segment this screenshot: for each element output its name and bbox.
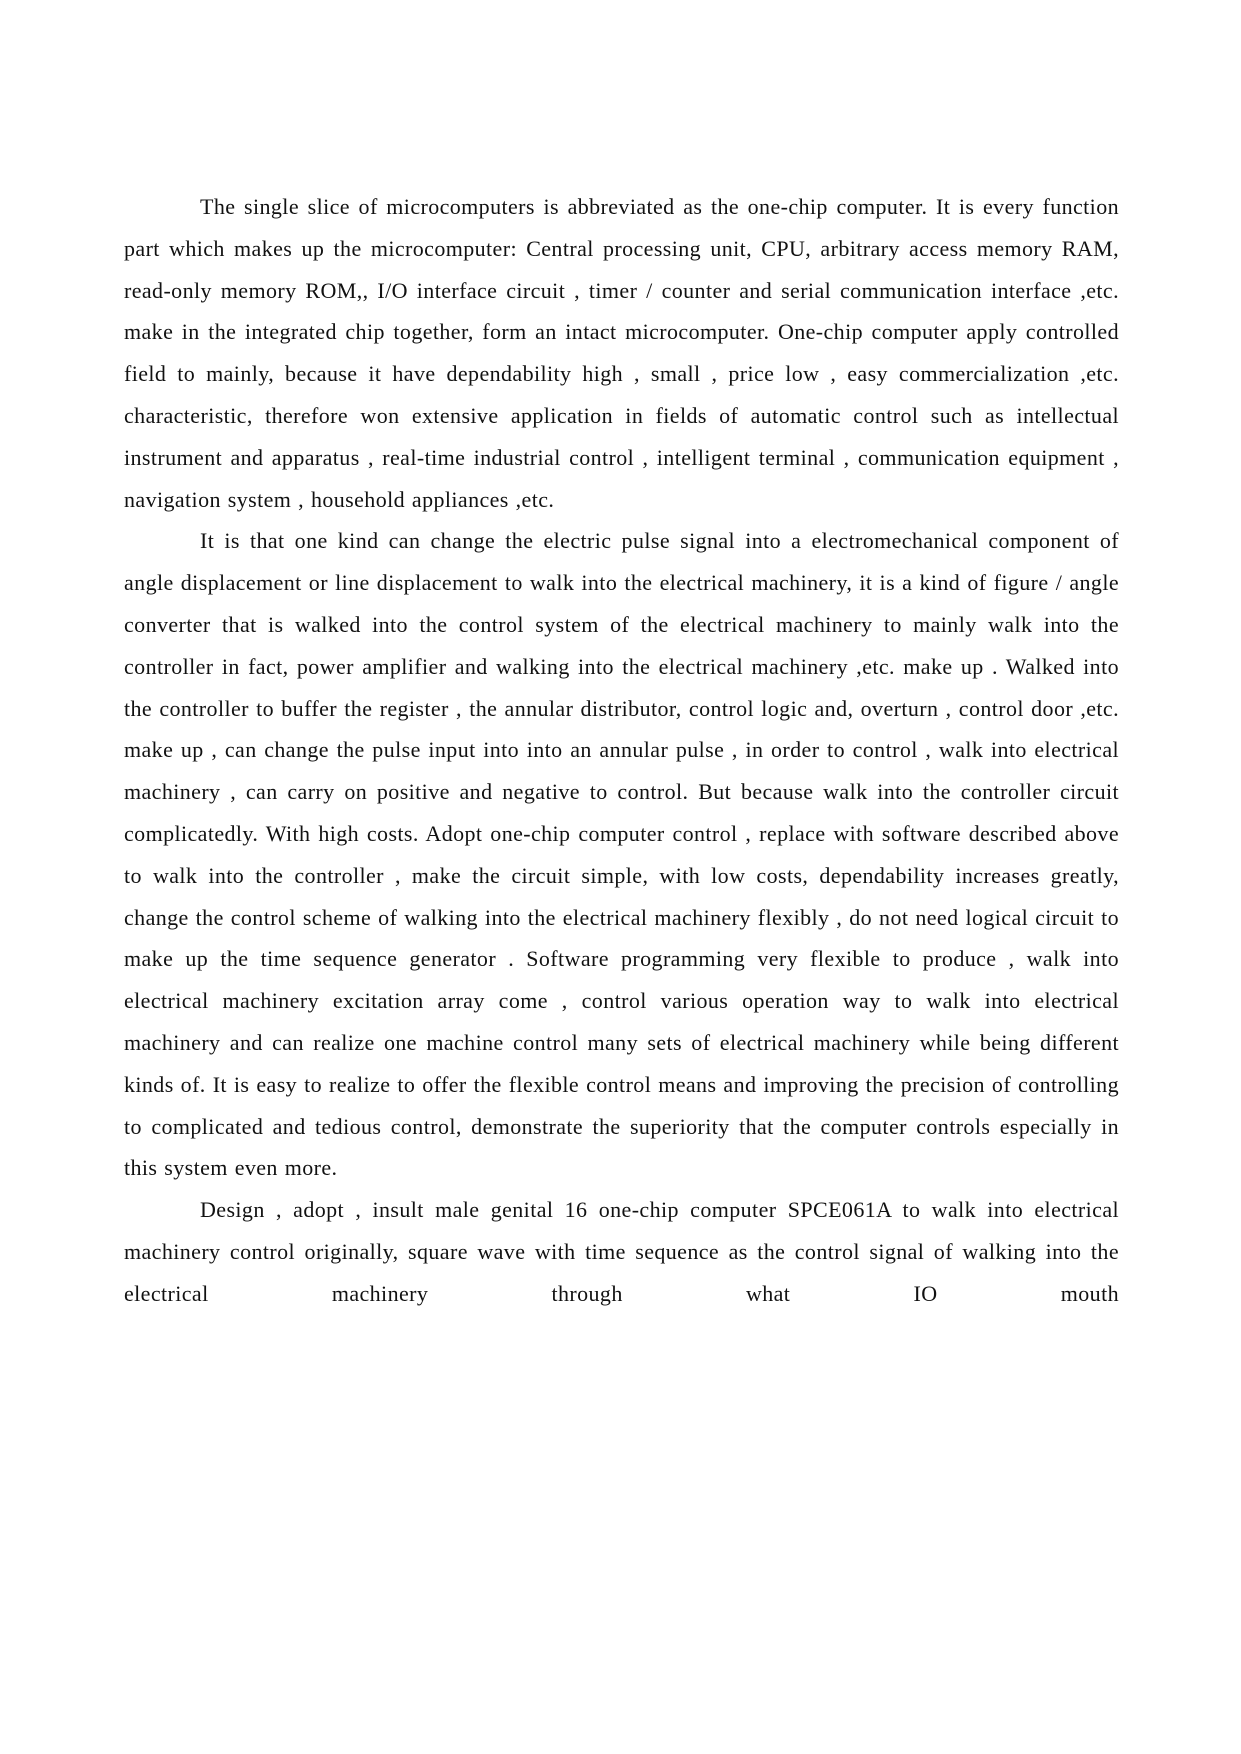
paragraph-one-chip-computer: The single slice of microcomputers is abbreviated as the one-chip computer. It is every function part which makes up the microcomputer: Central processing unit, CPU, arbitrary access memory RAM, read-only memory ROM,, I/O interface circuit , timer / counter and serial communication interface ,etc. make in the integrated chip together, form an intact microcomputer. One-chip computer apply controlled field to mainly, because it have dependability high , small , price low , easy commercialization ,etc. characteristic, therefore won extensive application in fields of automatic control such as intellectual instrument and apparatus , real-time industrial control , intelligent terminal , communication equipment , navigation system , household appliances ,etc. (124, 194, 1119, 512)
paragraph-design: Design , adopt , insult male genital 16 one-chip computer SPCE061A to walk into electrical machinery control originally, square wave with time sequence as the control signal of walking into the electrical machinery through what IO mouth (124, 1197, 1119, 1306)
document-page (124, 186, 1119, 1315)
paragraph-stepper-motor: It is that one kind can change the electric pulse signal into a electromechanical component of angle displacement or line displacement to walk into the electrical machinery, it is a kind of figure / angle converter that is walked into the control system of the electrical machinery to mainly walk into the controller in fact, power amplifier and walking into the electrical machinery ,etc. make up . Walked into the controller to buffer the register , the annular distributor, control logic and, overturn , control door ,etc. make up , can change the pulse input into into an annular pulse , in order to control , walk into electrical machinery , can carry on positive and negative to control. But because walk into the controller circuit complicatedly. With high costs. Adopt one-chip computer control , replace with software described above to walk into the controller , make the circuit simple, with low costs, dependability increases greatly, change the control scheme of walking into the electrical machinery flexibly , do not need logical circuit to make up the time sequence generator . Software programming very flexible to produce , walk into electrical machinery excitation array come , control various operation way to walk into electrical machinery and can realize one machine control many sets of electrical machinery while being different kinds of. It is easy to realize to offer the flexible control means and improving the precision of controlling to complicated and tedious control, demonstrate the superiority that the computer controls especially in this system even more. (124, 528, 1119, 1181)
